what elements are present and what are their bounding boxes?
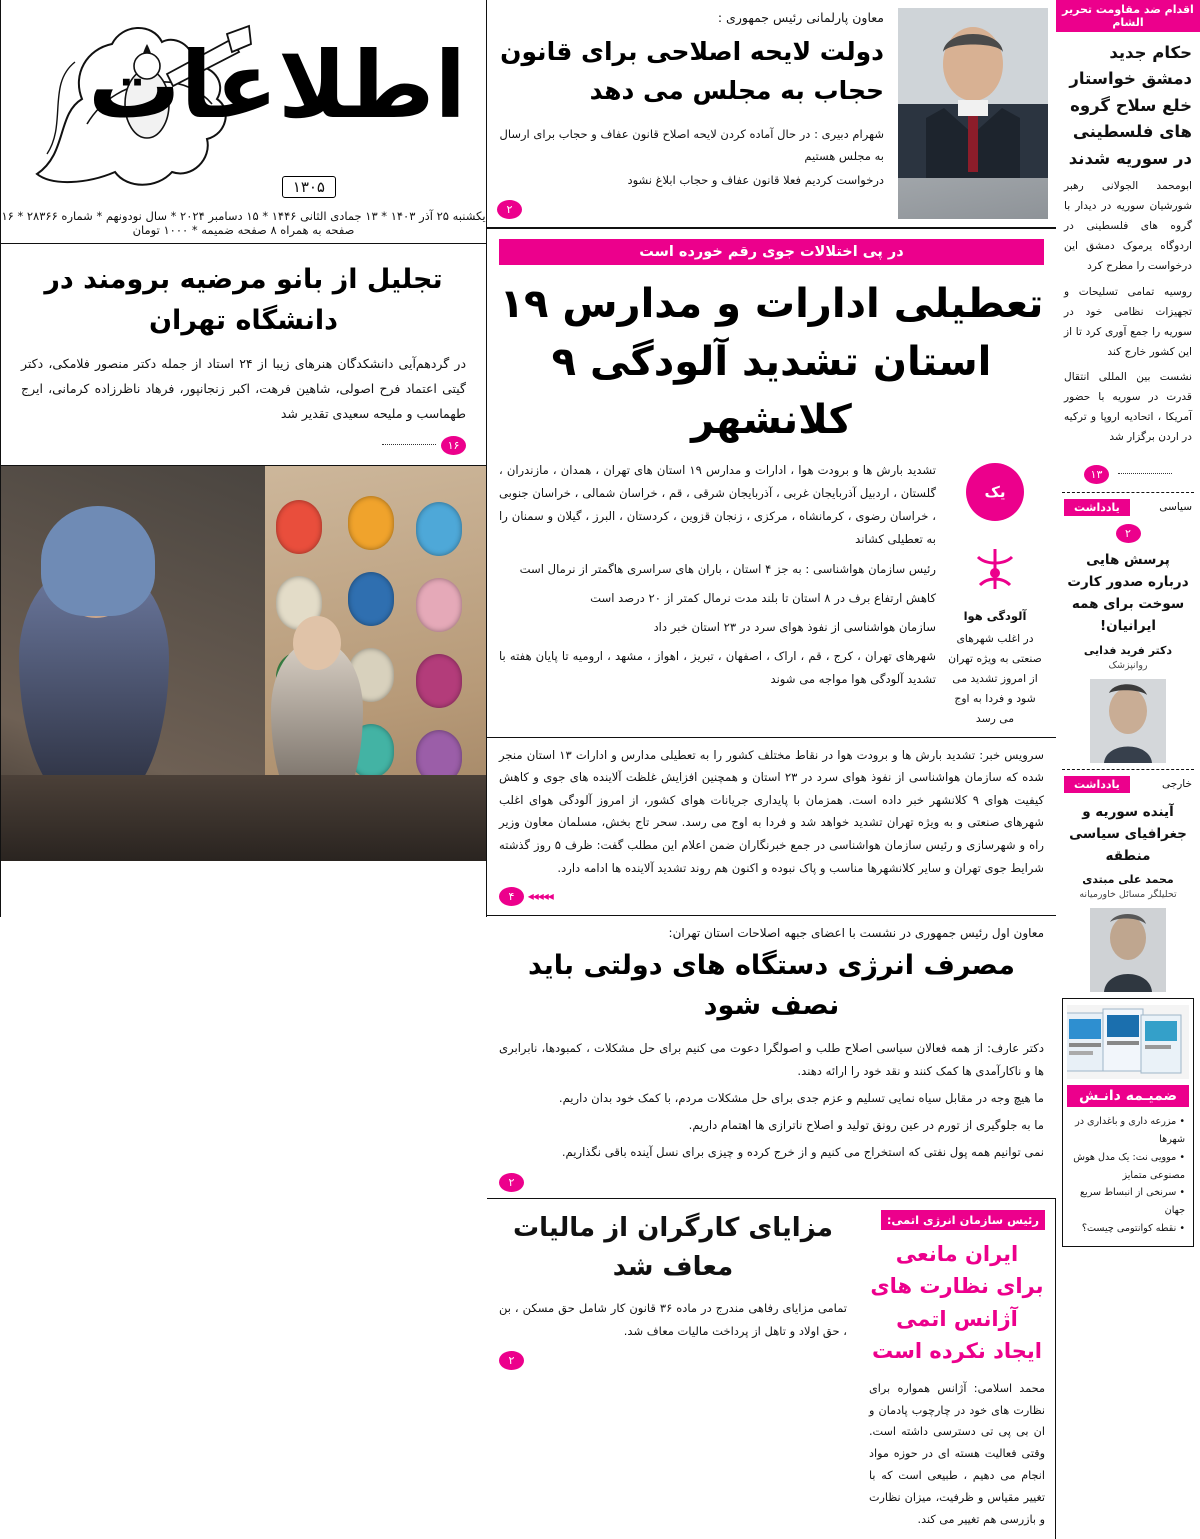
note-author-role: تحلیلگر مسائل خاورمیانه: [1079, 889, 1177, 901]
tax-headline: مزایای کارگران از مالیات معاف شد: [513, 1212, 833, 1282]
supplement-title: ضمیـمه دانـش: [1067, 1085, 1189, 1107]
right-lead-article: [1, 244, 486, 466]
masthead-column: [0, 0, 486, 917]
hijab-headline: دولت لایحه اصلاحی برای قانون حجاب به مجلس می دهد: [500, 37, 884, 105]
list-item: رئیس سازمان هواشناسی : به جز ۴ استان ، باران های سراسری هاگمتر از نرمال است: [519, 561, 936, 576]
atomic-headline: ایران مانعی برای نظارت های آژانس اتمی ایجاد نکرده است: [870, 1241, 1044, 1364]
list-item: ما به جلوگیری از تورم در عین رونق تولید و اصلاح ناترازی ها اهتمام داریم.: [688, 1118, 1044, 1133]
list-item: تشدید بارش ها و برودت هوا ، ادارات و مدارس ۱۹ استان های تهران ، همدان ، مازندران ، گلستان ، اردبیل آذربایجان غربی ، آذربایجان شرقی ، قم ، خراسان شمالی ، خراسان جنوبی ، خراسان رضوی ، کرمانشاه ، مرکزی ، زنجان قزوین ، کردستان ، البرز ، گیلان و سمنان را به تعطیلی کشاند: [499, 462, 936, 547]
syria-jump[interactable]: [1056, 459, 1200, 492]
list-item: شهرهای تهران ، کرج ، قم ، اراک ، اصفهان ، تبریز ، اهواز ، مشهد ، ارومیه تا پایان هفته با تشدید آلودگی هوا مواجه می شوند: [499, 649, 936, 687]
lead-body-paragraph: سرویس خبر: تشدید بارش ها و برودت هوا در نقاط مختلف کشور را به تعطیلی مدارس و ادارات ۱۳ استان منجر شده که سازمان هواشناسی از نفوذ هوای سرد در ۲۳ استان و همچنین افزایش غلظت آلاینده های جوی و کاهش کیفیت هوای ۹ کلانشهر خبر داده است. همزمان با پایداری جریانات هوای کشور، از امروز آلودگی هوای اغلب شهرهای صنعتی و به ویژه تهران تشدید خواهد شد و فردا به اوج می رسد. سحر تاج بخش، مسلمان معاون وزیر راه و شهرسازی و رئیس سازمان هواشناسی در جمع خبرنگاران ضمن اعلام این مطلب گفت: ظرف ۵ روز گذشته شرایط جوی تهران و سایر کلانشهرها مناسب و پاک نبوده و اکنون هم روند تشدید آلاینده ها ادامه دارد.: [499, 747, 1045, 875]
list-item: نمی توانیم همه پول نفتی که استخراج می کنیم و از خرج کرده و چیزی برای نسل آینده باقی نگذاریم.: [561, 1145, 1044, 1160]
list-item: • سرنخی از انبساط سریع جهان: [1079, 1187, 1185, 1217]
note-author-role: روانپزشک: [1108, 659, 1148, 671]
note-author-photo: [1090, 908, 1166, 992]
founded-year: ۱۳۰۵: [282, 176, 336, 198]
page-number-badge: ۲: [497, 200, 522, 219]
list-item: • موویی نت: یک مدل هوش مصنوعی متمایز: [1073, 1151, 1185, 1181]
right-lead-jump[interactable]: [21, 434, 466, 455]
note-item-2: [1056, 770, 1200, 993]
list-item: ابومحمد الجولانی رهبر شورشیان سوریه در دیدار با گروه های فلسطینی در اردوگاه یرموک دمشق این درخواست را مطرح کرد: [1064, 179, 1192, 273]
lead-sidebar-caption: آلودگی هوا: [963, 608, 1027, 623]
page-number-badge: ۱۶: [441, 436, 466, 455]
page-number-badge: ۴: [499, 887, 524, 906]
hijab-kicker: معاون پارلمانی رئیس جمهوری :: [717, 10, 884, 25]
lead-body-text: [487, 738, 1056, 916]
list-item: • مزرعه داری و باغداری در شهرها: [1075, 1116, 1185, 1146]
lead-sidebar: [946, 459, 1044, 729]
lead-jump[interactable]: [499, 885, 1044, 908]
note-tag: یادداشت: [1064, 776, 1130, 793]
right-lead-subtext: در گردهم‌آیی دانشکدگان هنرهای زیبا از ۲۴ استاد از جمله دکتر منصور فلامکی، دکتر گیتی اعتماد فرح اصولی، شاهین فرهت، اکبر زنجانپور، فرهاد ناظرزاده کرمانی، ایرج طهماسب و ملیحه سعیدی تقدیر شد: [21, 356, 467, 421]
jump-dash: [1118, 473, 1172, 474]
masthead: [1, 0, 486, 244]
photo-foreground: [1, 775, 486, 861]
tax-jump[interactable]: [499, 1349, 847, 1370]
note-category: سیاسی: [1159, 501, 1192, 514]
right-lead-photo: [1, 466, 486, 861]
syria-body: [1056, 176, 1200, 459]
energy-headline: مصرف انرژی دستگاه های دولتی باید نصف شود: [528, 949, 1015, 1022]
energy-jump[interactable]: [499, 1171, 1044, 1192]
left-column: [1056, 0, 1200, 1234]
arrow-icon: ◂◂◂◂◂: [527, 889, 553, 904]
list-item: • نقطه کوانتومی چیست؟: [1081, 1222, 1185, 1234]
hijab-article: [487, 0, 1056, 229]
energy-body: [499, 1037, 1044, 1165]
supplement-list: [1067, 1107, 1189, 1237]
page-number-badge: ۲: [1116, 524, 1141, 543]
lead-headline: تعطیلی ادارات و مدارس ۱۹ استان تشدید آلودگی ۹ کلانشهر: [499, 280, 1044, 443]
note-headline: آینده سوریه و جغرافیای سیاسی منطقه: [1069, 803, 1187, 865]
lead-bullets: [499, 459, 936, 729]
middle-column: [486, 0, 1056, 1526]
list-item: ما هیچ وجه در مقابل سیاه نمایی تسلیم و عزم جدی برای حل مشکلات مردم، با کمک خود بدان داریم.: [558, 1090, 1044, 1105]
note-headline: پرسش هایی درباره صدور کارت سوخت برای همه ایرانیان!: [1067, 551, 1189, 635]
note-author: محمد علی مبتدی: [1082, 873, 1174, 887]
note-number-wrap[interactable]: [1056, 522, 1200, 543]
lead-band: در پی اختلالات جوی رقم خورده است: [499, 239, 1044, 265]
energy-kicker: معاون اول رئیس جمهوری در نشست با اعضای جبهه اصلاحات استان تهران:: [668, 925, 1044, 940]
bottom-row: [487, 1199, 1056, 1539]
page-number-badge: ۲: [499, 1351, 524, 1370]
syria-headline: حکام جدید دمشق خواستار خلع سلاح گروه های فلسطینی در سوریه شدند: [1068, 43, 1192, 168]
lead-sidebar-text: در اغلب شهرهای صنعتی به ویژه تهران از امروز تشدید می شود و فردا به اوج می رسد: [948, 631, 1042, 725]
supplement-box: [1062, 998, 1194, 1246]
list-item: کاهش ارتفاع برف در ۸ استان تا بلند مدت نرمال کمتر از ۲۰ درصد است: [590, 590, 936, 605]
energy-article: [487, 916, 1056, 1199]
lead-article: [487, 239, 1056, 738]
page-number-badge: ۱۳: [1084, 465, 1109, 484]
page-one-badge-icon: یک: [966, 463, 1024, 521]
dateline: یکشنبه ۲۵ آذر ۱۴۰۳ * ۱۳ جمادی الثانی ۱۴۴۶ * ۱۵ دسامبر ۲۰۲۴ * سال نودونهم * شماره ۲۸۳۶۶ * ۱۶ صفحه به همراه ۸ صفحه ضمیمه * ۱۰۰۰ تومان: [1, 209, 486, 237]
list-item: شهرام دبیری : در حال آماده کردن لایحه اصلاح قانون عفاف و حجاب برای ارسال به مجلس هستیم: [499, 126, 884, 163]
pollution-mask-icon: [968, 543, 1022, 597]
note-item-1: [1056, 493, 1200, 763]
list-item: روسیه تمامی تسلیحات و تجهیزات نظامی خود در سوریه را جمع آوری کرد تا از این کشور خارج کند: [1064, 285, 1192, 358]
note-author-photo: [1090, 679, 1166, 763]
note-tag: یادداشت: [1064, 499, 1130, 516]
portrait-photo: [898, 8, 1048, 178]
tax-article: [487, 1199, 859, 1539]
hijab-jump[interactable]: [497, 198, 884, 219]
atomic-body: محمد اسلامی: آژانس همواره برای نظارت های خود در چارچوب پادمان و ان بی پی تی دسترسی داشته است. وقتی فعالیت هسته ای در حوزه مواد انجام می دهیم ، طبیعی است که با تغییر مقیاس و ظرفیت، میزان نظارت و بازرسی هم تغییر می کند.: [869, 1381, 1045, 1526]
jump-dash: [382, 444, 436, 445]
list-item: درخواست کردیم فعلا قانون عفاف و حجاب ابلاغ نشود: [627, 173, 884, 188]
list-item: دکتر عارف: از همه فعالان سیاسی اصلاح طلب و اصولگرا دعوت می کنیم برای حل مشکلات ، کمبودها، نابرابری ها و ناکارآمدی ها کمک کنند و نقد خود را ارائه دهند.: [499, 1040, 1044, 1078]
tax-body: تمامی مزایای رفاهی مندرج در ماده ۳۶ قانون کار شامل حق مسکن ، بن ، حق اولاد و تاهل از پرداخت مالیات معاف شد.: [499, 1300, 847, 1338]
list-item: نشست بین المللی انتقال قدرت در سوریه با حضور آمریکا ، اتحادیه اروپا و ترکیه در اردن برگزار شد: [1064, 371, 1192, 444]
list-item: سازمان هواشناسی از نفوذ هوای سرد در ۲۳ استان خبر داد: [653, 619, 936, 634]
hijab-portrait: [898, 8, 1048, 219]
note-category: خارجی: [1161, 778, 1192, 791]
atomic-article: [859, 1199, 1056, 1539]
page-number-badge: ۲: [499, 1173, 524, 1192]
syria-band: اقدام ضد مقاومت تحریر الشام: [1056, 0, 1200, 32]
note-author: دکتر فرید فدایی: [1083, 643, 1173, 657]
hijab-bullets: [497, 123, 884, 192]
atomic-label: رئیس سازمان انرژی اتمی:: [881, 1210, 1045, 1230]
paper-logo: اطلاعات: [88, 32, 466, 139]
supplement-covers: [1067, 1005, 1189, 1079]
right-lead-headline: تجلیل از بانو مرضیه برومند در دانشگاه تهران: [44, 264, 443, 336]
